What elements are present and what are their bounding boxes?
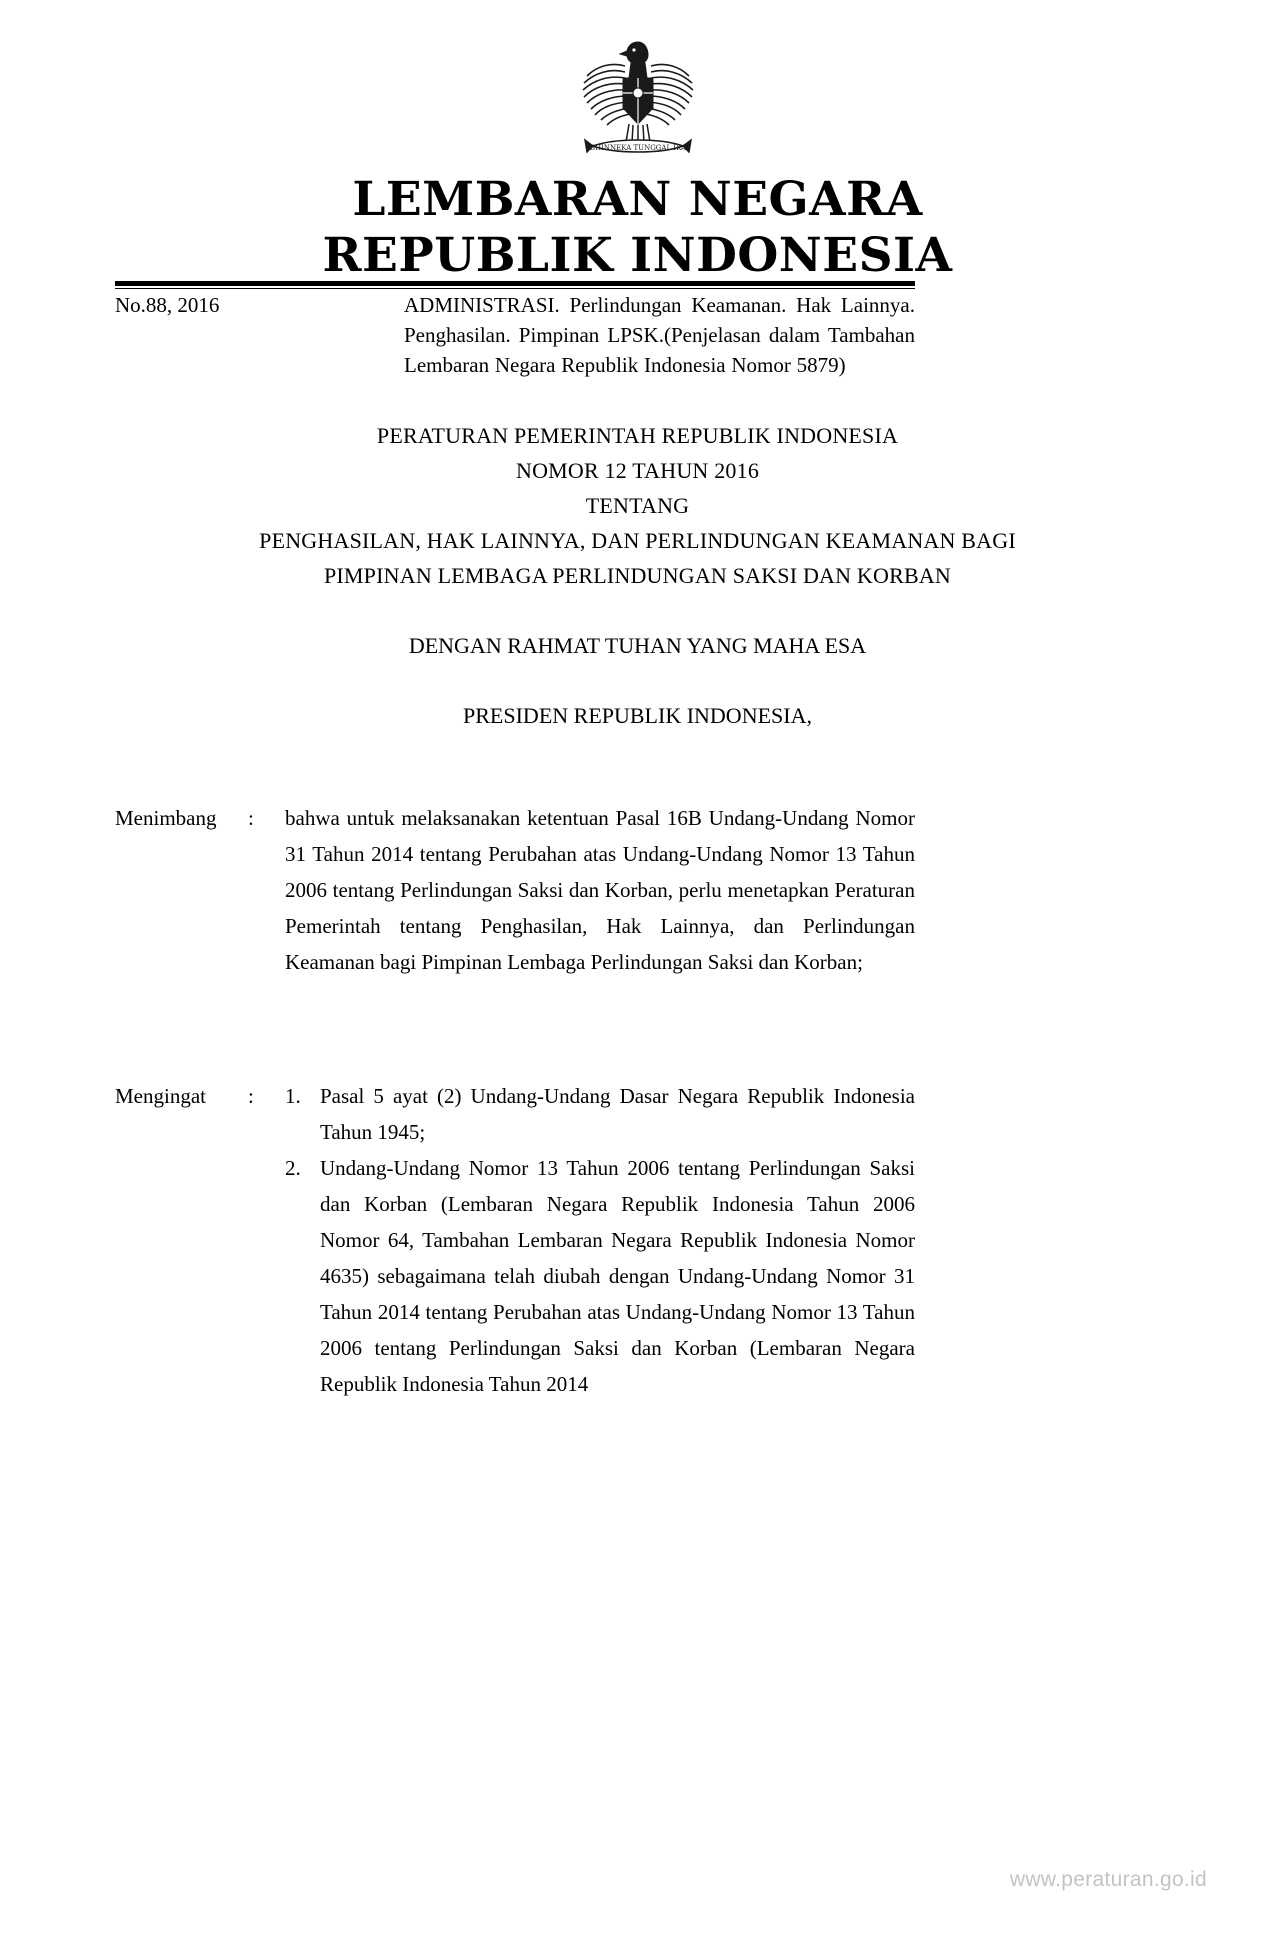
footer-watermark: www.peraturan.go.id	[1009, 1868, 1207, 1891]
title-line-5: PIMPINAN LEMBAGA PERLINDUNGAN SAKSI DAN KORBAN	[323, 563, 952, 588]
clause-mengingat-colon: :	[248, 1084, 254, 1108]
gazette-number: No.88, 2016	[115, 293, 220, 317]
invocation-line: DENGAN RAHMAT TUHAN YANG MAHA ESA	[408, 633, 867, 658]
svg-text:BHINNEKA TUNGGAL IKA: BHINNEKA TUNGGAL IKA	[589, 144, 686, 152]
title-line-2: NOMOR 12 TAHUN 2016	[515, 458, 760, 483]
list-item	[285, 1078, 915, 1150]
masthead-divider	[115, 281, 915, 289]
clause-menimbang-body: bahwa untuk melaksanakan ketentuan Pasal 16B Undang-Undang Nomor 31 Tahun 2014 tentang Perubahan atas Undang-Undang Nomor 13 Tahun 2006 tentang Perlindungan Saksi dan Korban, perlu menetapkan Peraturan Pemerintah tentang Penghasilan, Hak Lainnya, dan Perlindungan Keamanan bagi Pimpinan Lembaga Perlindungan Saksi dan Korban;	[285, 806, 915, 974]
regulation-title-block	[0, 418, 1275, 593]
list-item	[285, 1150, 915, 1402]
list-item-text: Undang-Undang Nomor 13 Tahun 2006 tentang Perlindungan Saksi dan Korban (Lembaran Negara Republik Indonesia Tahun 2006 Nomor 64, Tambahan Lembaran Negara Republik Indonesia Nomor 4635) sebagaimana telah diubah dengan Undang-Undang Nomor 31 Tahun 2014 tentang Perubahan atas Undang-Undang Nomor 13 Tahun 2006 tentang Perlindungan Saksi dan Korban (Lembaran Negara Republik Indonesia Tahun 2014	[320, 1156, 915, 1396]
garuda-emblem	[0, 30, 1275, 175]
gazette-subject: ADMINISTRASI. Perlindungan Keamanan. Hak Lainnya. Penghasilan. Pimpinan LPSK.(Penjelasan dalam Tambahan Lembaran Negara Republik Indonesia Nomor 5879)	[404, 293, 915, 377]
title-line-1: PERATURAN PEMERINTAH REPUBLIK INDONESIA	[376, 423, 899, 448]
clause-mengingat-label: Mengingat	[115, 1084, 206, 1108]
clause-mengingat-list	[285, 1078, 915, 1402]
masthead-line-2: REPUBLIK INDONESIA	[322, 228, 953, 283]
masthead	[0, 172, 1275, 284]
list-item-marker: 2.	[285, 1156, 301, 1180]
title-line-3: TENTANG	[585, 493, 690, 518]
clause-menimbang-colon: :	[248, 806, 254, 830]
list-item-text: Pasal 5 ayat (2) Undang-Undang Dasar Negara Republik Indonesia Tahun 1945;	[320, 1084, 915, 1144]
masthead-line-1: LEMBARAN NEGARA	[352, 172, 923, 227]
list-item-marker: 1.	[285, 1084, 301, 1108]
president-line: PRESIDEN REPUBLIK INDONESIA,	[463, 703, 812, 728]
clause-menimbang-label: Menimbang	[115, 806, 217, 830]
title-line-4: PENGHASILAN, HAK LAINNYA, DAN PERLINDUNGAN KEAMANAN BAGI	[259, 528, 1016, 553]
